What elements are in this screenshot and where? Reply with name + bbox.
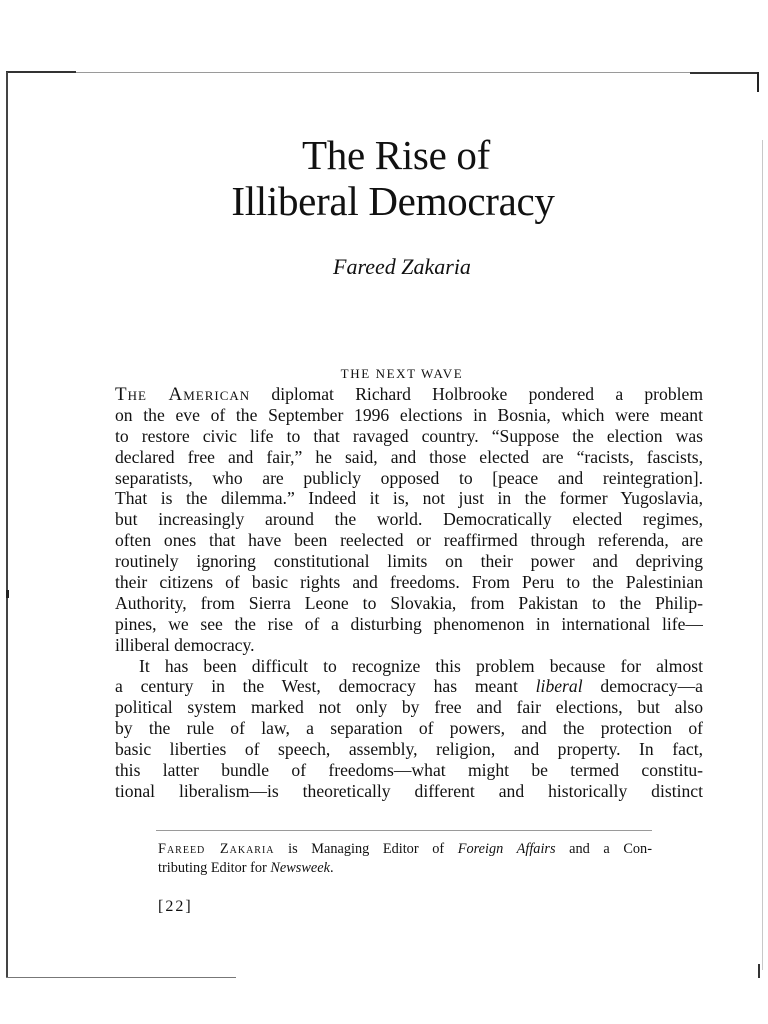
article-title-line-1: The Rise of <box>302 132 490 178</box>
body-line: The American diplomat Richard Holbrooke pondered a problem <box>115 384 703 405</box>
footnote-journal: Foreign Affairs <box>457 841 556 857</box>
body-line: a century in the West, democracy has meant liberal democracy—a <box>115 676 703 697</box>
scan-edge-mark <box>6 590 9 598</box>
body-line: pines, we see the rise of a disturbing phenomenon in international life— <box>115 613 703 634</box>
body-line: That is the dilemma.” Indeed it is, not just in the former Yugoslavia, <box>115 488 703 509</box>
page-frame-right-bottom-tick <box>758 964 760 978</box>
body-line: separatists, who are publicly opposed to [peace and reintegration]. <box>115 467 703 488</box>
page-frame-top-right <box>690 72 758 74</box>
body-line: basic liberties of speech, assembly, religion, and property. In fact, <box>115 739 703 760</box>
footnote-line-1: Fareed Zakaria is Managing Editor of Foreign Affairs and a Con- <box>158 841 652 857</box>
article-title-line-2: Illiberal Democracy <box>231 178 555 224</box>
body-line: to restore civic life to that ravaged country. “Suppose the election was <box>115 425 703 446</box>
page-frame-top <box>6 72 758 73</box>
page-frame-bottom <box>6 977 236 978</box>
article-body <box>115 384 703 802</box>
body-line: this latter bundle of freedoms—what might be termed constitu- <box>115 760 703 781</box>
body-line: often ones that have been reelected or reaffirmed through referenda, are <box>115 530 703 551</box>
body-line: declared free and fair,” he said, and those elected are “racists, fascists, <box>115 446 703 467</box>
body-line: but increasingly around the world. Democratically elected regimes, <box>115 509 703 530</box>
footnote-magazine: Newsweek <box>270 860 330 876</box>
page-frame-right-tick <box>757 72 759 92</box>
body-line: illiberal democracy. <box>115 634 255 655</box>
footnote-line-2: tributing Editor for Newsweek. <box>158 860 334 876</box>
body-line: routinely ignoring constitutional limits on their power and depriving <box>115 551 703 572</box>
page-number: [22] <box>158 898 193 915</box>
body-line: political system marked not only by free and fair elections, but also <box>115 697 703 718</box>
footnote-rule <box>156 830 652 831</box>
body-line: their citizens of basic rights and freedoms. From Peru to the Palestinian <box>115 572 703 593</box>
body-line: by the rule of law, a separation of powers, and the protection of <box>115 718 703 739</box>
body-line: tional liberalism—is theoretically different and historically distinct <box>115 780 703 801</box>
author-footnote <box>158 840 652 878</box>
lead-smallcaps: The American <box>115 384 251 405</box>
emphasis-liberal: liberal <box>535 676 583 697</box>
body-line: It has been difficult to recognize this problem because for almost <box>139 655 703 676</box>
section-heading: THE NEXT WAVE <box>340 366 464 381</box>
article-author: Fareed Zakaria <box>333 254 471 279</box>
footnote-author: Fareed Zakaria <box>158 841 275 857</box>
page-frame-top-left <box>6 71 76 73</box>
body-line: on the eve of the September 1996 elections in Bosnia, which were meant <box>115 404 703 425</box>
body-line: Authority, from Sierra Leone to Slovakia, from Pakistan to the Philip- <box>115 592 703 613</box>
